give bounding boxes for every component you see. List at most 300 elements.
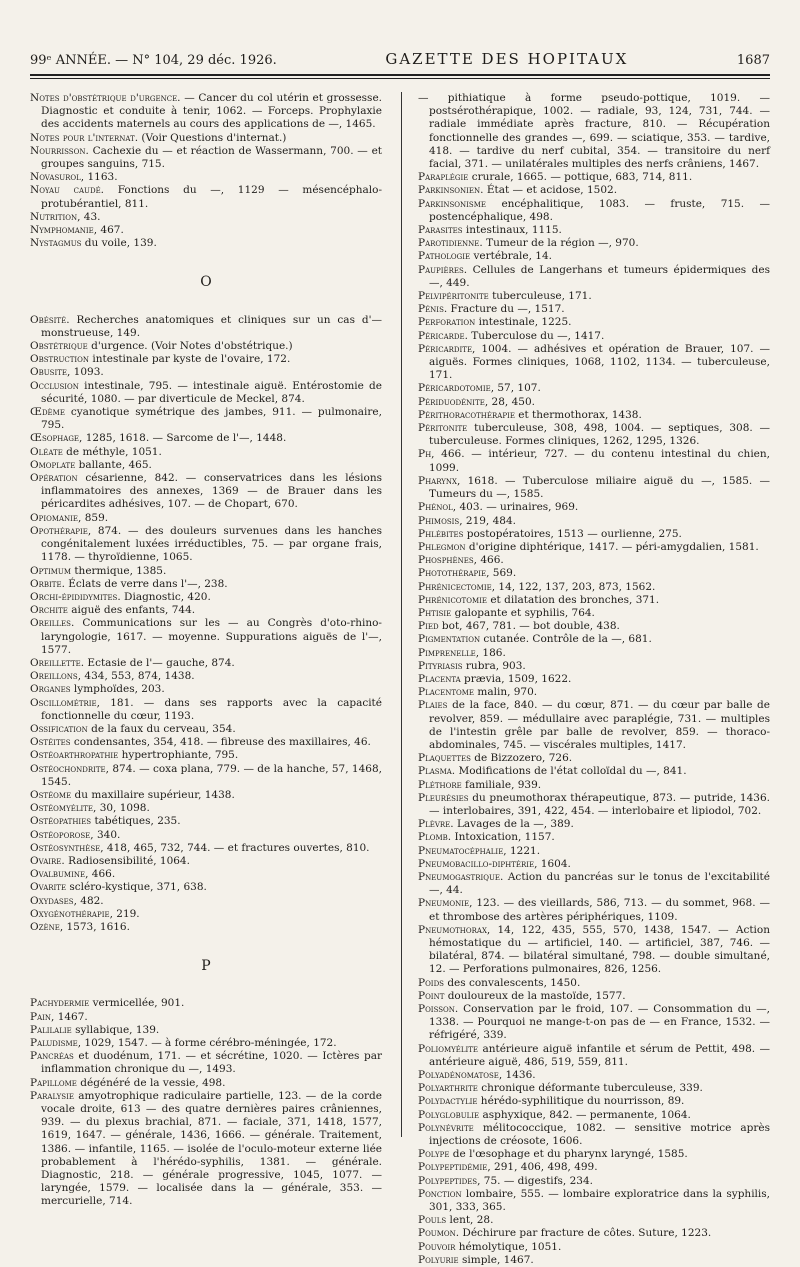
entry-term: Ph, [418,448,435,461]
entry-term: Orbite. [30,577,65,590]
entry-term: Ostéomyélite, [30,802,97,815]
entry-references: douloureux de la mastoïde, 1577. [444,989,626,1002]
index-entry [30,749,382,762]
index-entry [30,353,382,366]
entry-references: 340. [93,828,121,841]
entry-references: bot, 467, 781. — bot double, 438. [438,620,620,633]
entry-term: Poisson. [418,1003,459,1016]
index-entry [30,1024,382,1037]
entry-term: Pied [418,620,439,633]
index-entry [418,686,770,699]
entry-references: 466. [88,868,116,881]
entry-references: Lavages de la —, 389. [453,818,574,831]
index-entry [418,1214,770,1227]
index-entry [418,237,770,250]
entry-references: d'urgence. (Voir Notes d'obstétrique.) [87,340,293,353]
entry-term: Polypeptidémie, [418,1161,491,1174]
entry-references: ballante, 465. [75,458,152,471]
entry-term: Pelvipéritonite [418,290,489,303]
index-entry [30,211,382,224]
index-entry [418,171,770,184]
entry-references: encéphalitique, 1083. — fruste, 715. — postencéphalique, 498. [429,197,770,223]
running-header [30,50,770,72]
index-entry [30,829,382,842]
entry-term: Omoplate [30,458,76,471]
entry-term: Point [418,989,445,1002]
index-entry [418,382,770,395]
entry-term: Phénol, [418,501,457,514]
entry-references: tuberculeuse, 171. [488,290,592,303]
index-entry [30,565,382,578]
entry-term: Poids [418,976,444,989]
index-entry [418,633,770,646]
entry-term: Phtisie [418,606,452,619]
index-entry [30,921,382,934]
entry-term: Papillome [30,1076,77,1089]
entry-references: 1163. [84,171,118,184]
entry-references: prævia, 1509, 1622. [460,672,572,685]
index-entry [30,997,382,1010]
entry-references: hérédo-syphilitique du nourrisson, 89. [477,1095,685,1108]
index-entry [418,977,770,990]
entry-references: de la face, 840. — du cœur, 871. — du cœur par balle de revolver, 859. — médullaire avec paraplégie, 731. — multiples de l'intestin grêle par balle de revolver, 859. — thoraco-abdominales, 745. — viscérales multiples, 1417. [429,699,770,751]
entry-references: lombaire, 555. — lombaire exploratrice dans la syphilis, 301, 333, 365. [429,1187,770,1214]
index-entry [30,314,382,340]
index-entry [418,409,770,422]
entry-term: Pain, [30,1010,55,1023]
entry-term: Oscillométrie, [30,696,100,709]
index-entry [30,855,382,868]
index-entry [30,446,382,459]
entry-term: Ozène, [30,920,64,933]
entry-term: Ovarite [30,881,67,894]
entry-term: Orchi-épididymites. [30,590,121,603]
index-entry [418,250,770,263]
entry-references: tabétiques, 235. [91,815,181,828]
entry-references: 291, 406, 498, 499. [490,1161,598,1174]
index-entry [30,512,382,525]
index-entry [418,1043,770,1069]
entry-term: Nymphomanie, [30,224,98,237]
entry-references: lymphoïdes, 203. [70,683,165,696]
index-entry [418,779,770,792]
entry-references: scléro-kystique, 371, 638. [66,881,207,894]
index-entry [418,1161,770,1174]
entry-references: de méthyle, 1051. [62,445,162,458]
entry-references: intestinale, 1225. [475,316,572,329]
index-entry [418,699,770,752]
entry-term: Opération [30,472,78,485]
entry-references: Ectasie de l'— gauche, 874. [84,656,235,669]
entry-references: Action du pancréas sur le tonus de l'excitabilité —, 44. [429,870,770,897]
entry-term: Nystagmus [30,237,82,250]
entry-references: lent, 28. [446,1214,494,1227]
index-entry [418,290,770,303]
entry-references: 14, 122, 137, 203, 873, 1562. [495,580,656,593]
entry-references: 186. [479,646,506,659]
entry-term: Parkinsonisme [418,197,487,210]
entry-term: Pleurésies [418,791,469,804]
entry-term: Périduodénite, [418,395,489,408]
entry-term: Opiomanie, [30,511,82,524]
index-entry [30,868,382,881]
entry-references: Cachexie du — et réaction de Wassermann, 700. — et groupes sanguins, 715. [41,144,382,171]
index-entry [30,237,382,250]
entry-term: Pneumatocéphalie, [418,844,507,857]
index-entry [418,1095,770,1108]
entry-references: vermicellée, 901. [89,997,185,1010]
entry-term: Phrénicotomie [418,593,487,606]
entry-term: Péricarde. [418,329,468,342]
column-divider [401,92,402,1137]
index-entry [418,1254,770,1267]
entry-term: Pouvoir [418,1240,456,1253]
entry-term: Pigmentation [418,633,481,646]
entry-references: 57, 107. [494,382,541,395]
section-letter: O [200,274,212,291]
index-entry [418,1227,770,1240]
entry-term: Obstruction [30,353,90,366]
header-rule-thick [30,74,770,76]
entry-references: asphyxique, 842. — permanente, 1064. [479,1108,691,1121]
entry-references: et duodénum, 171. — et sécrétine, 1020. — Ictères par inflammation chronique du —, 1493. [41,1050,382,1076]
index-entry [30,171,382,184]
page-number: 1687 [736,53,770,68]
entry-references: 14, 122, 435, 555, 570, 1438, 1547. — Action hémostatique du — artificiel, 140. — artificiel, 387, 746. — bilatéral, 874. — bilatéral simultané, 798. — double simultané, 12. — Perforations pulmonaires, 826, 1256. [429,923,770,976]
index-entry [418,1175,770,1188]
entry-references: de la faux du cerveau, 354. [87,722,236,735]
index-entry [418,1241,770,1254]
index-entry [418,924,770,977]
entry-references: postopératoires, 1513 — ourlienne, 275. [463,527,682,540]
index-entry [30,604,382,617]
entry-term: Parasites [418,224,463,237]
section-letter: P [201,958,211,975]
entry-term: Phosphènes, [418,554,477,567]
index-entry [418,541,770,554]
entry-references: amyotrophique radiculaire partielle, 123. — de la corde vocale droite, 613 — des quatre dernières paires crâniennes, 939. — du plexus brachial, 871. — faciale, 371, 1418, 1577, 1619, 1647. — générale, 1436, 1666. — générale. Traitement, 1386. — infantile, 1165. — isolée de l'oculo-moteur externe liée probablement à l'hérédo-syphilis, 1381. — générale. Diagnostic, 218. — générale progressive, 1045, 1077. — laryngée, 1579. — localisée dans la — générale, 353. — mercurielle, 714. [41,1089,382,1208]
index-entry [30,617,382,657]
index-entry [418,1188,770,1214]
entry-references: de Bizzozero, 726. [470,752,573,765]
entry-references: mélitococcique, 1082. — sensitive motrice après injections de créosote, 1606. [429,1121,770,1148]
index-entry [418,673,770,686]
entry-term: Perforation [418,316,476,329]
index-entry [30,92,382,132]
entry-term: Plaies [418,699,448,712]
entry-term: Pneumothorax, [418,923,491,936]
entry-references: dégénéré de la vessie, 498. [76,1076,226,1089]
right-column [418,92,770,1266]
entry-term: Polype [418,1148,450,1161]
entry-term: Oreilles. [30,617,75,630]
entry-term: Péritonite [418,422,468,435]
entry-references: 1436. [502,1069,536,1082]
entry-references: 403. — urinaires, 969. [456,501,579,514]
index-entry [30,683,382,696]
entry-term: Polyadénomatose, [418,1069,503,1082]
entry-term: Nutrition, [30,210,81,223]
entry-term: Pouls [418,1214,447,1227]
entry-term: Orchite [30,604,68,617]
entry-references: simple, 1467. [458,1253,534,1266]
entry-term: Ostéopathies [30,815,92,828]
index-entry [418,765,770,778]
index-entry [30,1050,382,1076]
entry-references: et dilatation des bronches, 371. [487,593,660,606]
index-entry [30,789,382,802]
index-entry [418,303,770,316]
entry-term: Poumon. [418,1227,460,1240]
index-entry [418,858,770,871]
index-entry [418,184,770,197]
entry-references: Recherches anatomiques et cliniques sur un cas d'— monstrueuse, 149. [41,313,382,339]
entry-references: 1093. [70,366,104,379]
entry-term: Oreillons, [30,670,82,683]
index-entry [418,594,770,607]
entry-references: Cellules de Langerhans et tumeurs épidermiques des —, 449. [429,263,770,289]
entry-term: Plèvre. [418,818,454,831]
entry-term: Plaquettes [418,752,471,765]
index-entry [418,224,770,237]
entry-references: 874. — des douleurs survenues dans les hanches congénitalement luxées irréductibles, 75. — par organe frais, 1178. — thyroïdienne, 1065. [41,524,382,564]
index-entry [30,184,382,210]
entry-references: 28, 450. [488,395,535,408]
index-entry [418,264,770,290]
index-entry [418,501,770,514]
index-entry [418,620,770,633]
index-entry [418,660,770,673]
index-entry [418,1082,770,1095]
index-entry [30,366,382,379]
index-entry [30,1090,382,1209]
index-entry [30,380,382,406]
entry-term: Noyau caudé. [30,184,105,197]
entry-term: Paraplégie [418,171,469,184]
entry-references: 466. — intérieur, 727. — du contenu intestinal du chien, 1099. [429,448,770,474]
entry-references: antérieure aiguë infantile et sérum de Pettit, 498. — antérieure aiguë, 486, 519, 559, 811. [429,1042,770,1068]
index-entry [418,792,770,818]
index-entry [30,145,382,171]
entry-references: du pneumothorax thérapeutique, 873. — putride, 1436. — interlobaires, 391, 422, 454. — interlobaire et lipiodol, 702. [429,791,770,817]
entry-references: crurale, 1665. — pottique, 683, 714, 811. [468,171,693,184]
entry-references: 219, 484. [462,514,516,527]
index-entry [418,990,770,1003]
index-entry [30,1037,382,1050]
entry-references: des convalescents, 1450. [443,976,581,989]
entry-term: Phlébites [418,527,464,540]
entry-references: Radiosensibilité, 1064. [64,854,190,867]
index-entry [30,340,382,353]
entry-references: de l'œsophage et du pharynx laryngé, 1585. [449,1148,688,1161]
index-entry [30,723,382,736]
entry-references: 1285, 1618. — Sarcome de l'—, 1448. [82,432,287,445]
entry-references: 1221. [506,844,541,857]
index-entry [418,475,770,501]
entry-term: Polypeptides, [418,1174,481,1187]
index-entry [30,1077,382,1090]
entry-references: — pithiatique à forme pseudo-pottique, 1019. — postsérothérapique, 1002. — radiale, 93, 124, 731, 744. — radiale immédiate après fracture, 810. — Récupération fonctionnelle des grandes —, 699. — sciatique, 353. — tardive, 418. — tardive du nerf cubital, 354. — transitoire du nerf facial, 371. — unilatérales multiples des nerfs crâniens, 1467. [418,92,770,171]
entry-term: Ostéoarthropathie [30,749,119,762]
entry-references: rubra, 903. [462,659,526,672]
entry-term: Pachydermie [30,997,90,1010]
entry-term: Phimosis, [418,514,463,527]
index-entry [30,881,382,894]
entry-references: tuberculeuse, 308, 498, 1004. — septiques, 308. — tuberculeuse. Formes cliniques, 1262, 1295, 1326. [429,422,770,448]
entry-term: Pityriasis [418,659,463,672]
entry-term: Pneumobacillo-diphtérie, [418,857,538,870]
entry-references: Conservation par le froid, 107. — Consommation du —, 1338. — Pourquoi ne mange-t-on pas de — en France, 1532. — réfrigéré, 339. [429,1003,770,1042]
index-entry [30,224,382,237]
entry-term: Optimum [30,564,71,577]
entry-term: Pneumonie, [418,897,473,910]
entry-references: Modifications de l'état colloïdal du —, 841. [455,765,687,778]
entry-references: 75. — digestifs, 234. [480,1174,593,1187]
entry-term: Plasma. [418,765,456,778]
entry-references: thermique, 1385. [71,564,167,577]
entry-references: cyanotique symétrique des jambes, 911. — pulmonaire, 795. [41,406,382,432]
entry-term: Pathologie [418,250,471,263]
entry-term: Pneumogastrique. [418,870,504,883]
index-entry [30,842,382,855]
entry-term: Polyarthrite [418,1082,478,1095]
entry-references: 569. [489,567,517,580]
entry-references: intestinaux, 1115. [462,224,562,237]
entry-term: Pléthore [418,778,462,791]
entry-references: hypertrophiante, 795. [118,749,239,762]
entry-term: Notes pour l'internat. [30,131,139,144]
index-entry [418,396,770,409]
index-entry [418,316,770,329]
entry-references: aiguë des enfants, 744. [67,604,196,617]
entry-references: chronique déformante tuberculeuse, 339. [477,1082,703,1095]
entry-references: Tuberculose du —, 1417. [467,329,605,342]
header-rule-thin [30,78,770,79]
index-entry [418,1069,770,1082]
entry-term: Polyurie [418,1253,459,1266]
entry-term: Pharynx, [418,474,461,487]
left-column [30,92,382,1208]
entry-references: Tumeur de la région —, 970. [482,237,639,250]
entry-references: syllabique, 139. [71,1023,160,1036]
entry-references: 43. [80,210,101,223]
entry-references: malin, 970. [474,686,538,699]
entry-references: 482. [76,894,104,907]
index-entry [418,1109,770,1122]
entry-references: césarienne, 842. — conservatrices dans les lésions inflammatoires des annexes, 1369 — de Brauer dans les péricardites adhésives, 107. — de Chopart, 670. [41,472,382,511]
index-entry [30,525,382,565]
index-entry [30,908,382,921]
entry-term: Notes d'obstétrique d'urgence. [30,92,181,104]
entry-term: Pénis. [418,303,448,316]
entry-term: Péricardotomie, [418,382,495,395]
entry-term: Péricardite, [418,342,476,355]
index-entry [418,831,770,844]
journal-title: GAZETTE DES HOPITAUX [385,50,629,68]
entry-references: 1618. — Tuberculose miliaire aiguë du —, 1585. — Tumeurs du —, 1585. [429,474,770,501]
entry-term: Phlegmon [418,540,466,553]
entry-references: Intoxication, 1157. [451,831,555,844]
entry-term: Ponction [418,1187,462,1200]
index-entry [30,802,382,815]
index-entry [30,432,382,445]
entry-term: Phrénicectomie, [418,580,496,593]
index-entry [418,567,770,580]
entry-references: 1004. — adhésives et opération de Brauer, 107. — aiguës. Formes cliniques, 1068, 1102, 1134. — tuberculeuse, 171. [429,342,770,382]
index-entry [30,1011,382,1024]
entry-term: Paludisme, [30,1037,82,1049]
entry-references: 123. — des vieillards, 586, 713. — du sommet, 968. — et thrombose des artères périphériques, 1109. [429,897,770,923]
index-entry [418,1003,770,1043]
entry-references: et thermothorax, 1438. [514,408,642,421]
entry-term: Oxygénothérapie, [30,907,113,920]
entry-term: Opothérapie, [30,524,92,537]
index-entry [30,670,382,683]
entry-term: Paralysie [30,1089,74,1102]
entry-references: cutanée. Contrôle de la —, 681. [480,633,652,646]
index-entry [418,515,770,528]
issue-info: 99ᵉ ANNÉE. — N° 104, 29 déc. 1926. [30,53,277,68]
entry-term: Organes [30,683,71,696]
entry-term: Oreillette. [30,656,85,669]
entry-references: hémolytique, 1051. [455,1240,562,1253]
entry-references: 467. [97,224,124,237]
index-entry [418,845,770,858]
entry-references: Diagnostic, 420. [120,590,211,603]
entry-references: Fracture du —, 1517. [447,303,565,316]
entry-term: Ostéosynthèse, [30,841,104,854]
index-entry [30,132,382,145]
entry-references: vertébrale, 14. [470,250,552,263]
entry-term: Polydactylie [418,1095,478,1108]
index-entry [418,752,770,765]
entry-term: Ovalbumine, [30,868,89,881]
entry-references: — Cancer du col utérin et grossesse. Diagnostic et conduite à tenir, 1062. — Forceps. Prophylaxie des accidents maternels au cours des applications de —, 1465. [41,92,382,131]
index-entry [418,448,770,474]
index-entry [418,607,770,620]
entry-term: Paupières. [418,263,468,276]
index-entry [30,697,382,723]
entry-references: condensantes, 354, 418. — fibreuse des maxillaires, 46. [70,736,371,749]
index-entry [418,1122,770,1148]
index-entry [30,895,382,908]
entry-term: Polyglobulie [418,1108,480,1121]
entry-references: 434, 553, 874, 1438. [81,670,195,683]
entry-references: intestinale, 795. — intestinale aiguë. Entérostomie de sécurité, 1080. — par diverticule de Meckel, 874. [41,379,382,405]
index-entry [418,818,770,831]
entry-term: Obésité. [30,313,70,326]
entry-term: Pancréas [30,1050,74,1063]
index-entry [30,472,382,512]
entry-references: 1467. [54,1010,88,1023]
entry-references: 859. [81,511,109,524]
entry-references: (Voir Questions d'internat.) [138,131,287,144]
entry-term: Placentome [418,686,475,699]
index-entry [418,897,770,923]
index-entry [418,92,770,171]
index-entry [30,657,382,670]
entry-term: Ostéites [30,736,71,749]
entry-term: Novasurol, [30,171,85,184]
entry-references: 219. [112,907,140,920]
index-entry [418,528,770,541]
entry-references: 181. — dans ses rapports avec la capacité fonctionnelle du cœur, 1193. [41,696,382,722]
index-entry [418,422,770,448]
entry-term: Oxydases, [30,894,77,907]
entry-term: Ossification [30,722,88,735]
entry-references: familiale, 939. [461,778,542,791]
entry-references: d'origine diphtérique, 1417. — péri-amygdalien, 1581. [465,540,759,553]
